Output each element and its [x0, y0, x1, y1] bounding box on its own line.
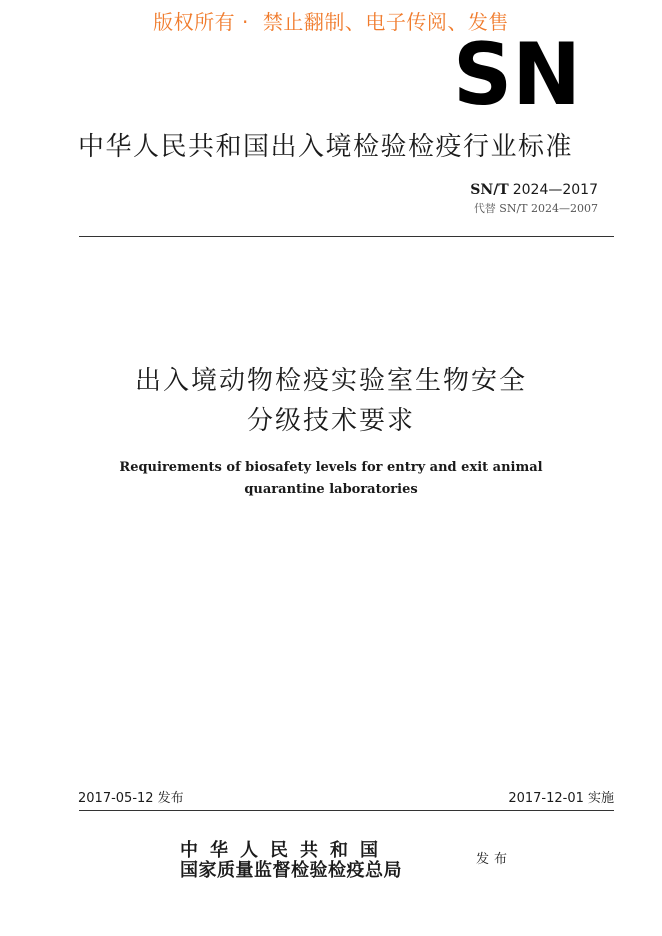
- issuer-agency: 国家质量监督检验检疫总局: [180, 860, 402, 881]
- copyright-notice: [0, 6, 662, 35]
- implementation-date: 2017-12-01 实施: [508, 791, 614, 806]
- english-title-line-2: quarantine laboratories: [244, 482, 418, 497]
- standard-prefix: SN/T: [470, 182, 509, 198]
- chinese-title-line-2: 分级技术要求: [246, 406, 415, 436]
- header-divider: [79, 236, 614, 237]
- issuer-country: 中华人民共和国: [180, 840, 390, 861]
- issue-date: 2017-05-12 发布: [78, 791, 184, 806]
- publish-label: 发布: [476, 852, 513, 867]
- footer-divider: [79, 810, 614, 811]
- copyright-part-2: 禁止翻制、电子传阅、发售: [262, 10, 509, 34]
- standard-year-number: 2024—2017: [512, 182, 598, 198]
- chinese-title-line-1: 出入境动物检疫实验室生物安全: [134, 366, 527, 396]
- standard-number: [470, 182, 598, 198]
- sn-logo-text: SN: [453, 40, 581, 106]
- replaces-standard: 代替 SN/T 2024—2007: [473, 202, 598, 215]
- industry-title: 中华人民共和国出入境检验检疫行业标准: [78, 132, 574, 162]
- sn-logo: [452, 40, 582, 106]
- english-title-line-1: Requirements of biosafety levels for entry and exit animal: [119, 460, 543, 475]
- copyright-part-1: 版权所有 ·: [153, 10, 249, 34]
